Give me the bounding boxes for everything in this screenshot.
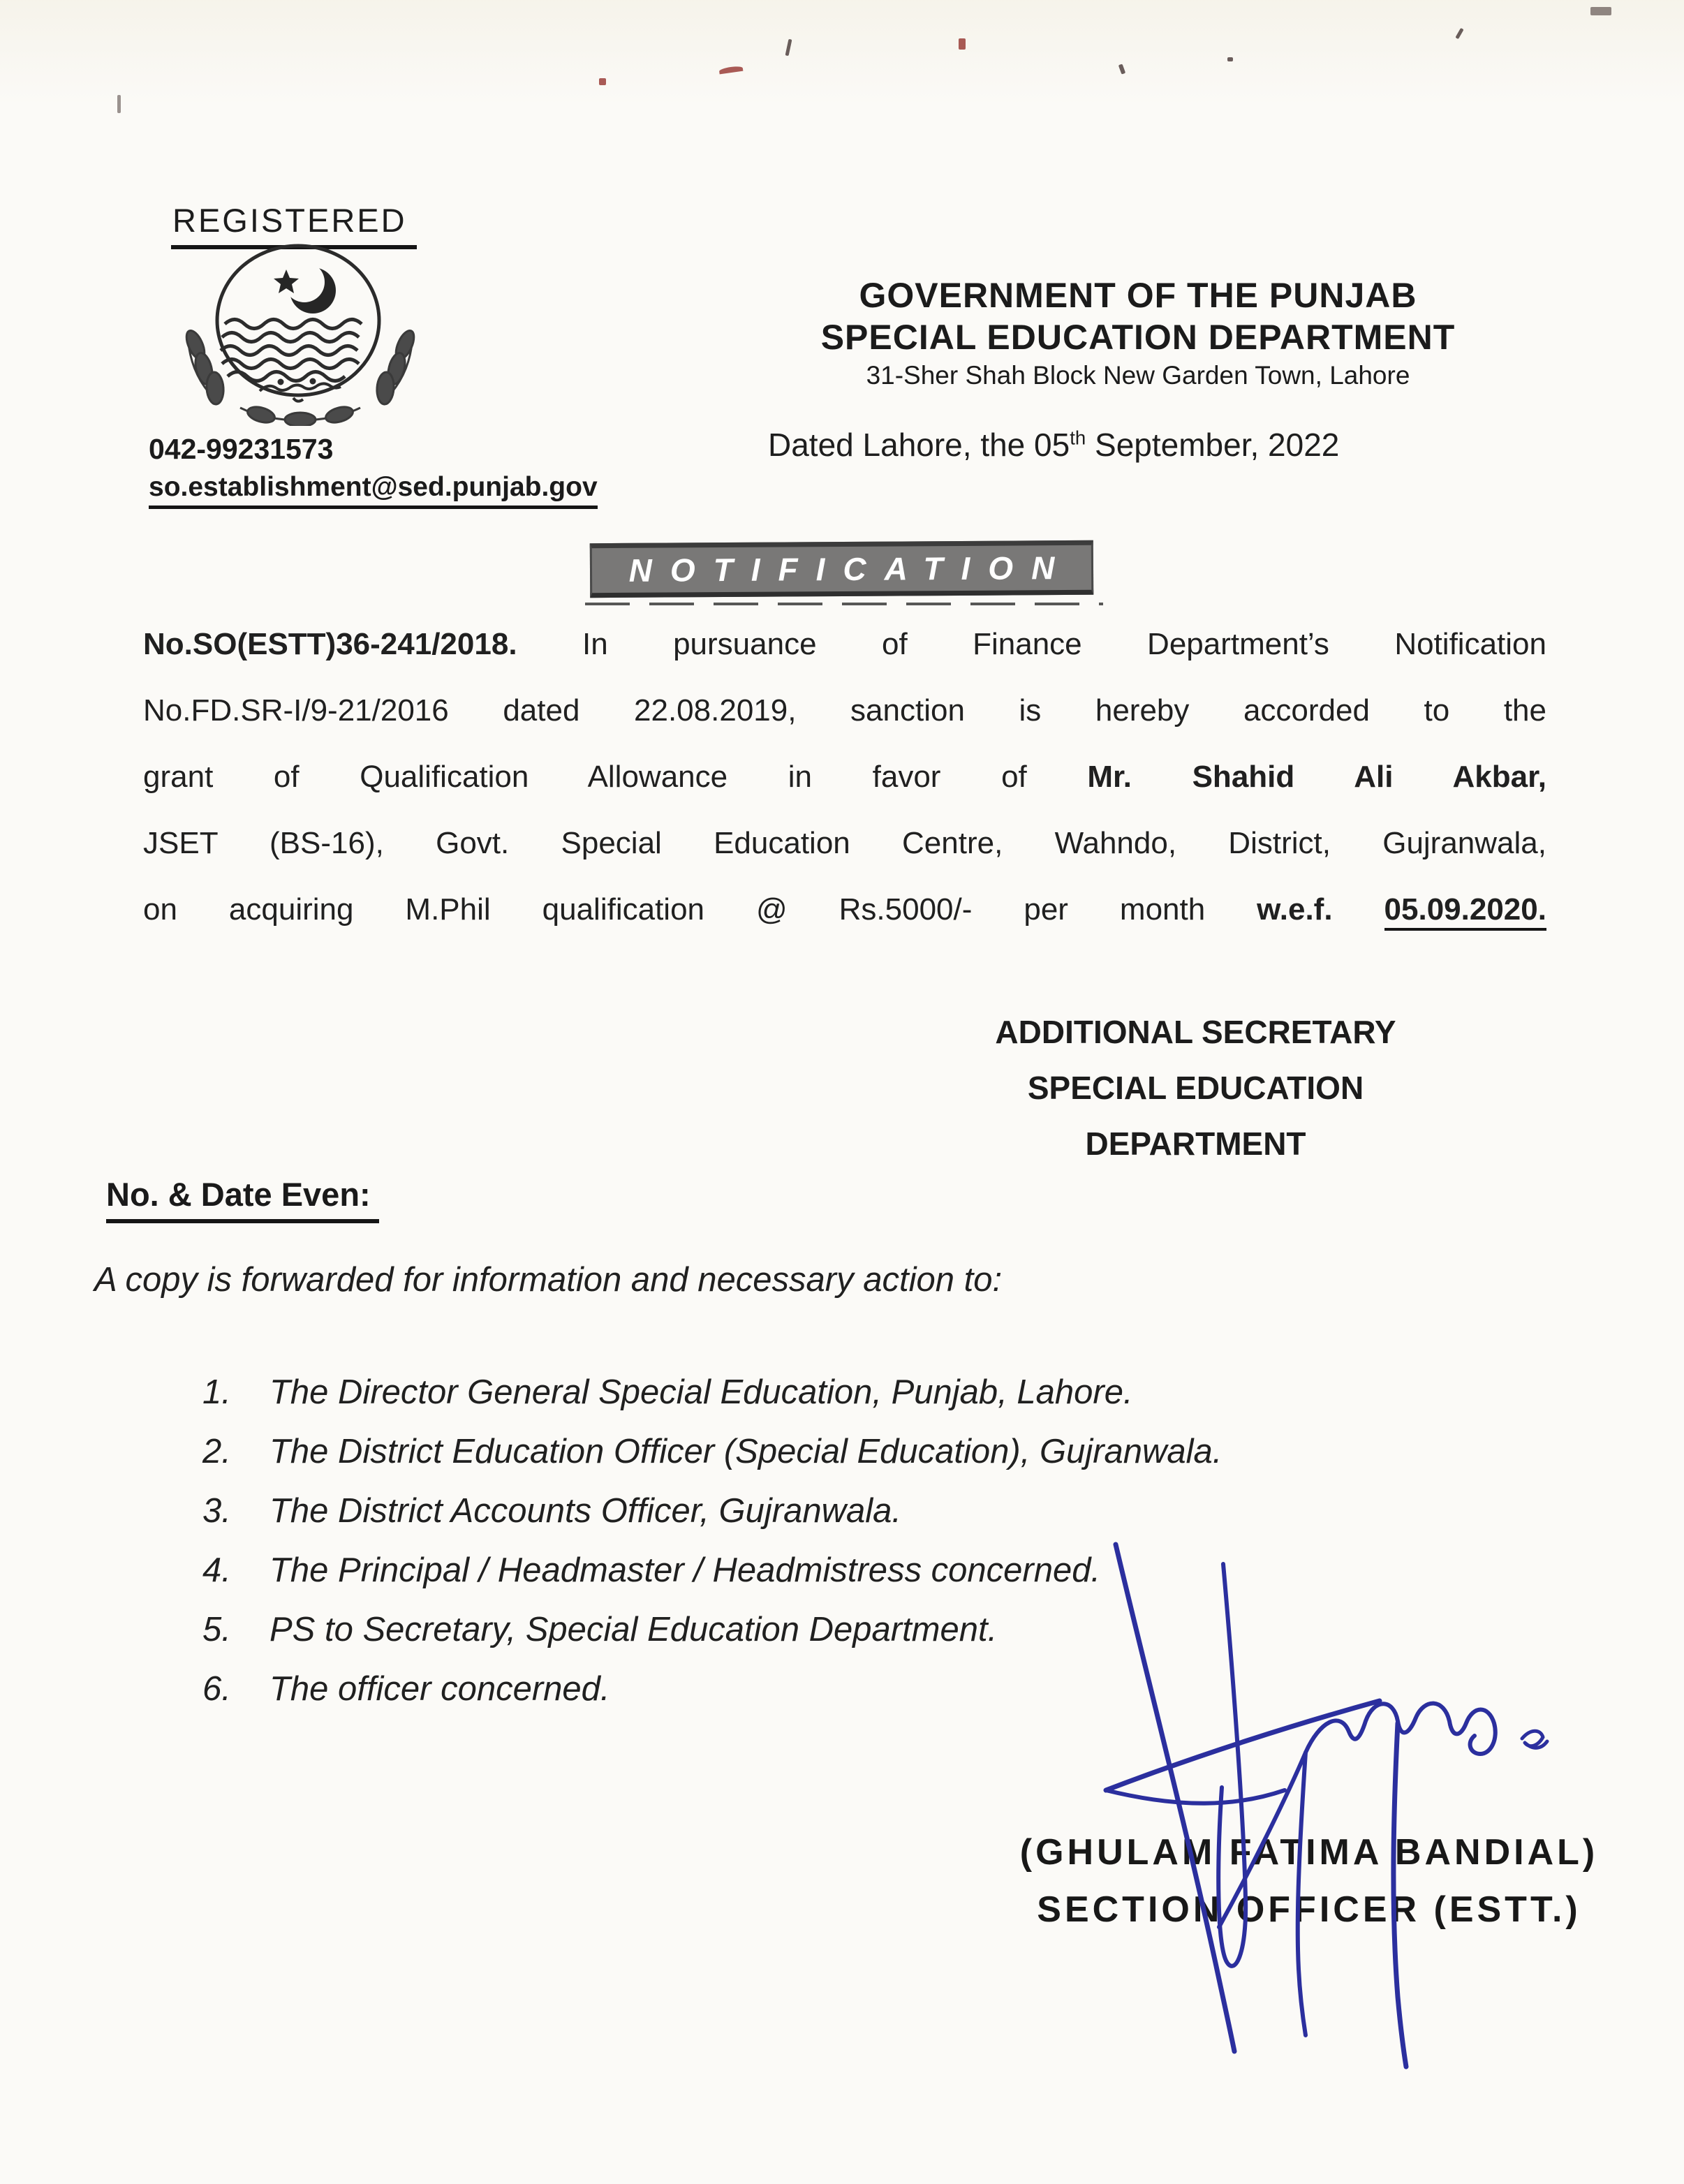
notification-body (143, 611, 1546, 943)
list-item-number: 3. (202, 1492, 231, 1530)
scan-line-artifact (585, 603, 1103, 605)
effective-date: 05.09.2020. (1384, 892, 1546, 931)
list-item (202, 1600, 1222, 1660)
wef-label: w.e.f. (1257, 892, 1384, 927)
scan-tint-strip (0, 0, 1684, 105)
scan-speck (117, 95, 121, 113)
signatory-name: (GHULAM FATIMA BANDIAL) (1019, 1832, 1599, 1873)
notification-title: NOTIFICATION (628, 549, 1073, 589)
list-item-number: 6. (202, 1670, 231, 1708)
date-ordinal-superscript: th (1070, 427, 1086, 449)
signatory-title: SECTION OFFICER (ESTT.) (1037, 1889, 1581, 1930)
body-text: In pursuance of Finance Department’s Notification (517, 627, 1546, 661)
authority-signature-block (894, 1004, 1498, 1172)
notification-title-bar (590, 540, 1093, 598)
notification-number: No.SO(ESTT)36-241/2018. (143, 627, 517, 661)
list-item-text: The officer concerned. (269, 1670, 610, 1708)
reference-label: No. & Date Even: (106, 1175, 379, 1223)
list-item-text: PS to Secretary, Special Education Department. (269, 1611, 998, 1648)
body-line-2: No.FD.SR-I/9-21/2016 dated 22.08.2019, sanction is hereby accorded to the (143, 693, 1546, 728)
list-item (202, 1541, 1222, 1600)
letterhead-phone: 042-99231573 (149, 433, 334, 465)
body-line-5 (143, 876, 1546, 943)
body-line-1 (143, 611, 1546, 677)
date-line (768, 426, 1339, 464)
body-text: grant of Qualification Allowance in favor of (143, 760, 1088, 794)
list-item-text: The District Education Officer (Special Education), Gujranwala. (269, 1433, 1223, 1470)
scan-speck (599, 78, 606, 85)
date-suffix: September, 2022 (1086, 427, 1340, 463)
authority-line-1: ADDITIONAL SECRETARY (995, 1014, 1396, 1050)
list-item-number: 4. (202, 1551, 231, 1589)
date-prefix: Dated Lahore, the 05 (768, 427, 1070, 463)
list-item (202, 1422, 1222, 1482)
forwarding-intro: A copy is forwarded for information and necessary action to: (94, 1261, 1003, 1299)
scan-speck (1227, 57, 1233, 61)
scan-speck (959, 38, 966, 50)
list-item-number: 2. (202, 1433, 231, 1470)
authority-line-2: SPECIAL EDUCATION (1027, 1070, 1364, 1106)
body-line-4: JSET (BS-16), Govt. Special Education Centre, Wahndo, District, Gujranwala, (143, 826, 1546, 860)
signatory-block (960, 1824, 1658, 1938)
letterhead-email: so.establishment@sed.punjab.gov (149, 472, 598, 509)
letterhead-header (789, 274, 1487, 392)
department-address: 31-Sher Shah Block New Garden Town, Lahore (866, 361, 1410, 390)
list-item-number: 5. (202, 1611, 231, 1648)
list-item-text: The Principal / Headmaster / Headmistress concerned. (269, 1551, 1101, 1589)
government-title: GOVERNMENT OF THE PUNJAB (859, 276, 1417, 315)
grantee-name: Mr. Shahid Ali Akbar, (1087, 760, 1546, 794)
list-item (202, 1363, 1222, 1422)
body-line-3 (143, 744, 1546, 810)
list-item-number: 1. (202, 1373, 231, 1411)
list-item (202, 1482, 1222, 1541)
department-title: SPECIAL EDUCATION DEPARTMENT (820, 318, 1456, 357)
wheat-garland (183, 328, 418, 426)
list-item (202, 1660, 1222, 1719)
body-text: on acquiring M.Phil qualification @ Rs.5000/- per month (143, 892, 1257, 927)
list-item-text: The Director General Special Education, Punjab, Lahore. (269, 1373, 1133, 1411)
scan-speck (1590, 7, 1611, 15)
authority-line-3: DEPARTMENT (1085, 1126, 1306, 1162)
registered-stamp-label: REGISTERED (171, 201, 417, 249)
distribution-list (202, 1363, 1222, 1719)
punjab-government-crest-logo (176, 239, 424, 426)
list-item-text: The District Accounts Officer, Gujranwala. (269, 1492, 901, 1530)
